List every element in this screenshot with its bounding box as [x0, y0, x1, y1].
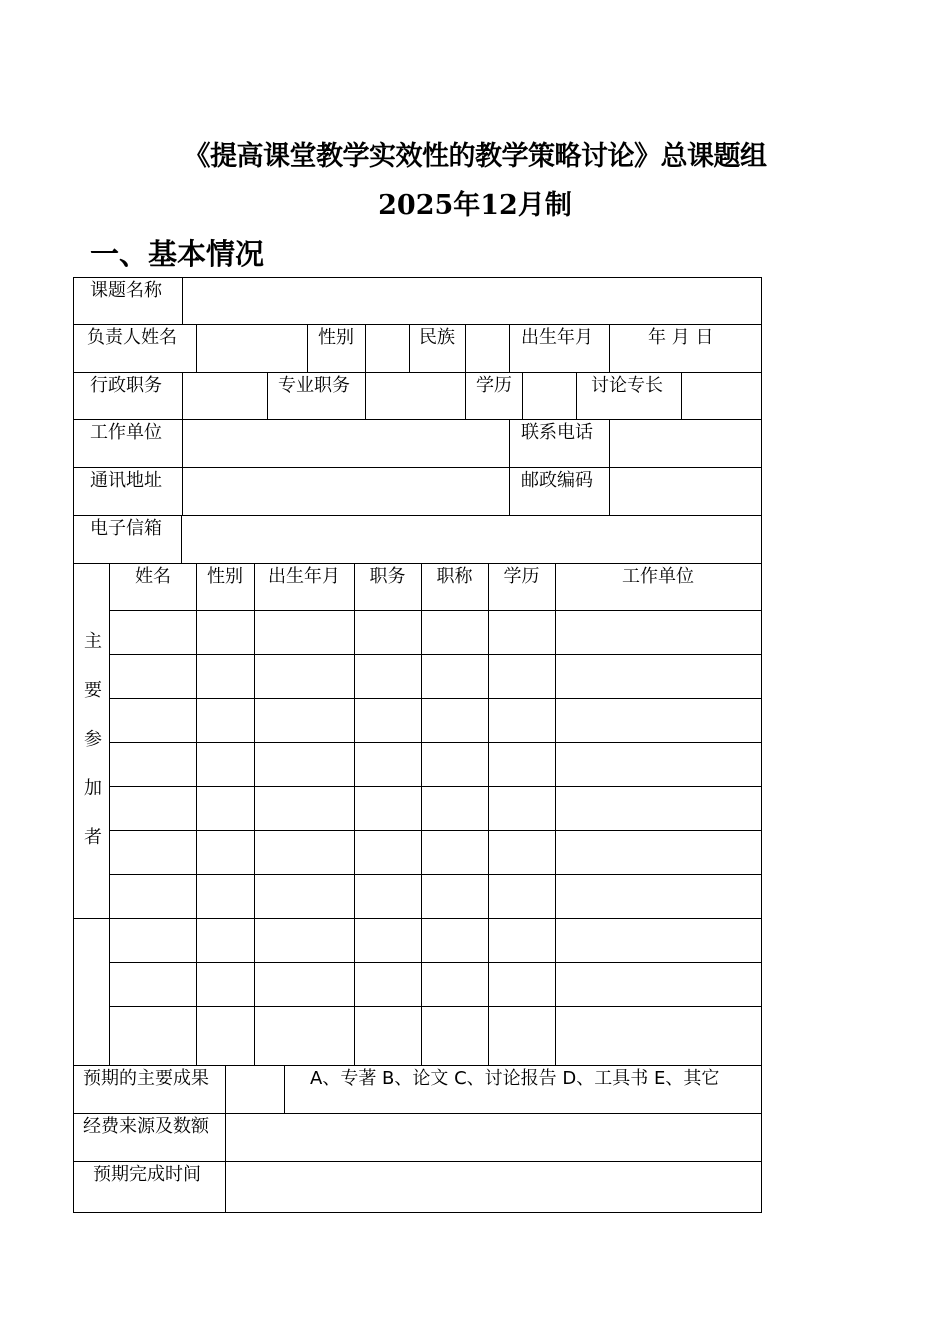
work-unit-label: 工作单位: [90, 422, 162, 443]
admin-position-label: 行政职务: [90, 375, 162, 396]
education-label: 学历: [476, 375, 512, 396]
topic-name-label: 课题名称: [90, 280, 162, 301]
results-options: A、专著 B、论文 C、讨论报告 D、工具书 E、其它: [310, 1068, 720, 1089]
col-work-unit: 工作单位: [622, 566, 694, 587]
address-label: 通讯地址: [90, 470, 162, 491]
birth-date-field[interactable]: 年 月 日: [648, 327, 714, 348]
leader-name-label: 负责人姓名: [87, 327, 177, 348]
document-subtitle: 2025年12月制: [378, 190, 572, 221]
col-name: 姓名: [135, 566, 171, 587]
expected-results-label: 预期的主要成果: [83, 1068, 209, 1089]
research-specialty-label: 讨论专长: [591, 375, 663, 396]
postcode-label: 邮政编码: [521, 470, 593, 491]
ethnicity-label: 民族: [419, 327, 455, 348]
col-position: 职务: [369, 566, 406, 587]
section-heading: 一、基本情况: [90, 237, 265, 271]
professional-position-label: 专业职务: [278, 375, 350, 396]
document-title: 《提高课堂教学实效性的教学策略讨论》总课题组: [183, 141, 767, 172]
completion-time-label: 预期完成时间: [93, 1164, 201, 1185]
participants-label: 主 要 参 加 者: [84, 631, 102, 848]
col-birth-date: 出生年月: [268, 566, 340, 587]
email-label: 电子信箱: [90, 518, 162, 539]
birth-date-label: 出生年月: [521, 327, 593, 348]
phone-label: 联系电话: [521, 422, 593, 443]
gender-label: 性别: [318, 327, 354, 348]
col-title: 职称: [436, 566, 473, 587]
funding-label: 经费来源及数额: [83, 1116, 209, 1137]
col-gender: 性别: [207, 566, 243, 587]
col-education: 学历: [503, 566, 540, 587]
basic-info-form: [73, 277, 762, 1213]
